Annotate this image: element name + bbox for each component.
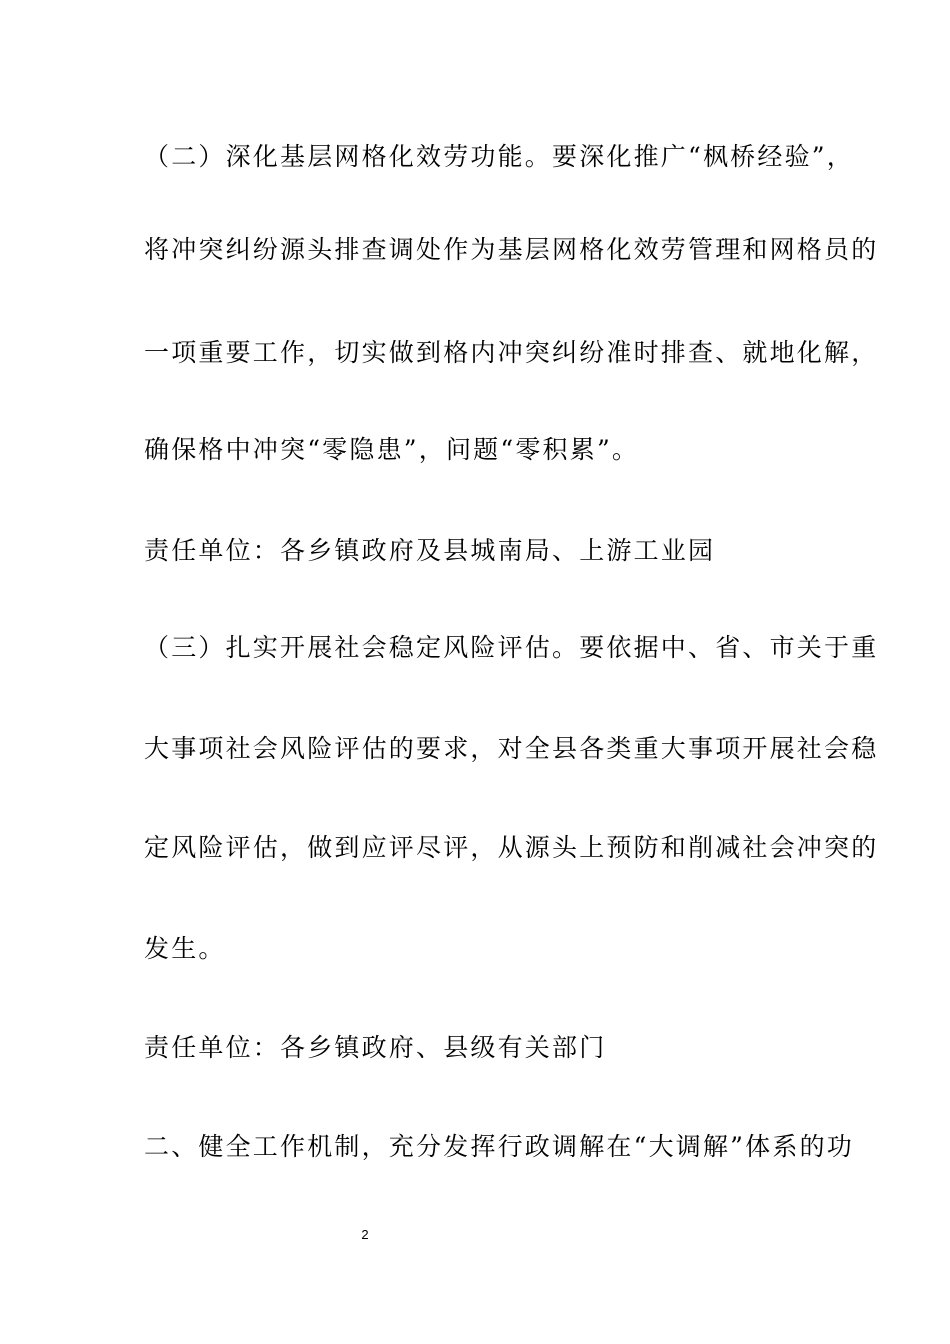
section-heading-2: 二、健全工作机制，充分发挥行政调解在“大调解”体系的功 xyxy=(144,1132,854,1161)
paragraph-3-line-4: 发生。 xyxy=(144,934,226,963)
paragraph-3-line-2: 大事项社会风险评估的要求，对全县各类重大事项开展社会稳 xyxy=(144,734,879,763)
paragraph-2-line-3: 一项重要工作，切实做到格内冲突纠纷准时排查、就地化解， xyxy=(144,338,879,367)
responsibility-unit-2: 责任单位：各乡镇政府及县城南局、上游工业园 xyxy=(144,536,716,565)
paragraph-3-line-1: （三）扎实开展社会稳定风险评估。要依据中、省、市关于重 xyxy=(144,633,879,662)
paragraph-3-line-3: 定风险评估，做到应评尽评，从源头上预防和削减社会冲突的 xyxy=(144,833,879,862)
responsibility-unit-3: 责任单位：各乡镇政府、县级有关部门 xyxy=(144,1033,607,1062)
page-number: 2 xyxy=(361,1227,369,1242)
paragraph-2-line-4: 确保格中冲突“零隐患”，问题“零积累”。 xyxy=(144,435,640,464)
paragraph-2-line-1: （二）深化基层网格化效劳功能。要深化推广“枫桥经验”， xyxy=(144,142,854,171)
paragraph-2-line-2: 将冲突纠纷源头排查调处作为基层网格化效劳管理和网格员的 xyxy=(144,235,879,264)
